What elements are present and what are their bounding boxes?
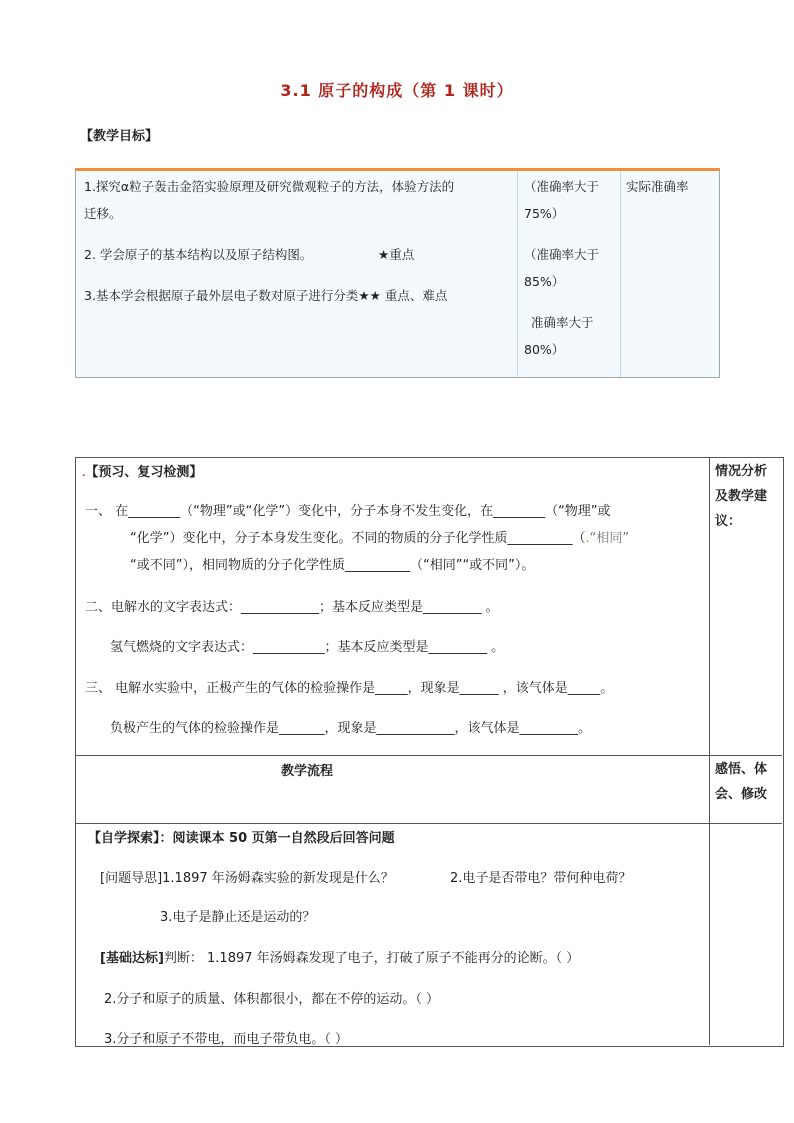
row-divider <box>75 823 782 824</box>
objective-2-mark: ★重点 <box>378 247 415 262</box>
objective-3: 3.基本学会根据原子最外层电子数对原子进行分类★★ 重点、难点 <box>84 288 448 303</box>
objectives-heading: 【教学目标】 <box>80 129 159 144</box>
side-label-line: 会、修改 <box>715 787 768 802</box>
guide-question-2: 2.电子是否带电？带何种电荷？ <box>450 871 632 886</box>
guide-question-3: 3.电子是静止还是运动的？ <box>160 910 316 925</box>
objective-1-line1: 1.探究α粒子轰击金箔实验原理及研究微观粒子的方法，体验方法的 <box>84 179 455 194</box>
accuracy-2-line1: （准确率大于 <box>524 247 600 262</box>
accuracy-3-line1: 准确率大于 <box>531 315 594 330</box>
accuracy-3-line2: 80%） <box>524 342 565 357</box>
column-divider <box>517 171 518 377</box>
objective-2: 2. 学会原子的基本结构以及原子结构图。 <box>84 247 313 262</box>
accuracy-1-line2: 75%） <box>524 206 565 221</box>
question-2-line2: 氢气燃烧的文字表达式：___________；基本反应类型是_________ 。 <box>110 640 505 655</box>
self-explore-heading: 【自学探索】：阅读课本 50 页第一自然段后回答问题 <box>88 831 395 846</box>
side-label-line: 议： <box>715 514 742 529</box>
row-divider <box>75 755 782 756</box>
side-label-analysis <box>715 459 767 534</box>
basic-question-3: 3.分子和原子不带电，而电子带负电。（ ） <box>104 1032 349 1047</box>
side-label-line: 感悟、体 <box>715 762 768 777</box>
objective-1-line2: 迁移。 <box>84 206 122 221</box>
page-title: 3.1 原子的构成（第 1 课时） <box>280 81 514 100</box>
guide-question-1: [问题导思]1.1897 年汤姆森实验的新发现是什么？ <box>100 871 394 886</box>
actual-accuracy-label: 实际准确率 <box>626 179 689 194</box>
side-label-line: 情况分析 <box>715 464 768 479</box>
process-heading: 教学流程 <box>281 764 334 779</box>
question-3-line1: 三、 电解水实验中，正极产生的气体的检验操作是_____，现象是______ ，该气体是_____。 <box>85 681 614 696</box>
basic-question-2: 2.分子和原子的质量、体积都很小，都在不停的运动。（ ） <box>104 992 440 1007</box>
question-1-line3: “或不同”），相同物质的分子化学性质__________（“相同”“或不同”）。 <box>130 558 535 573</box>
accuracy-2-line2: 85%） <box>524 274 565 289</box>
preview-heading: .【预习、复习检测】 <box>82 465 203 480</box>
question-2-line1: 二、电解水的文字表达式：____________；基本反应类型是_________ 。 <box>85 600 499 615</box>
column-divider <box>620 171 621 377</box>
question-3-line2: 负极产生的气体的检验操作是_______，现象是____________，该气体是_________。 <box>110 721 592 736</box>
side-label-reflection <box>715 757 767 807</box>
question-1-line2: “化学”）变化中，分子本身发生变化。不同的物质的分子化学性质__________（.“相同” <box>130 531 630 546</box>
side-label-line: 及教学建 <box>715 489 768 504</box>
objectives-table <box>75 168 720 378</box>
question-1-line1: 一、 在________（“物理”或“化学”）变化中，分子本身不发生变化，在________（“物理”或 <box>85 504 611 519</box>
column-divider <box>709 457 710 1045</box>
basic-question-1: [基础达标]判断： 1.1897 年汤姆森发现了电子，打破了原子不能再分的论断。（ ） <box>100 951 580 966</box>
accuracy-1-line1: （准确率大于 <box>524 179 600 194</box>
